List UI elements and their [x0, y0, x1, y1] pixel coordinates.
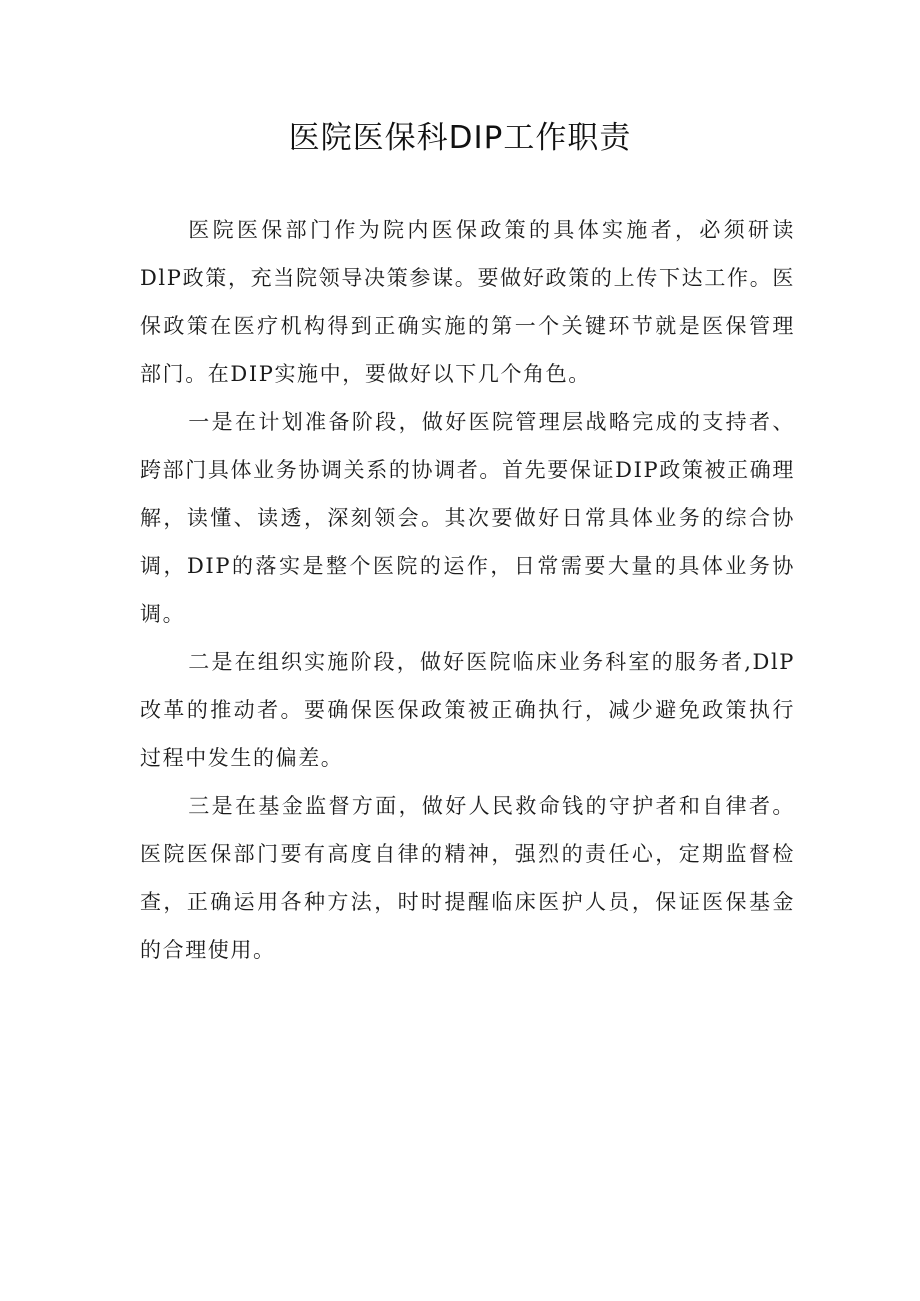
document-body: [140, 206, 795, 974]
paragraph-planning-stage: 一是在计划准备阶段，做好医院管理层战略完成的支持者、跨部门具体业务协调关系的协调者。首先要保证DIP政策被正确理解，读懂、读透，深刻领会。其次要做好日常具体业务的综合协调，DIP的落实是整个医院的运作，日常需要大量的具体业务协调。: [140, 410, 795, 626]
paragraph-intro: 医院医保部门作为院内医保政策的具体实施者，必须研读DlP政策，充当院领导决策参谋。要做好政策的上传下达工作。医保政策在医疗机构得到正确实施的第一个关键环节就是医保管理部门。在DIP实施中，要做好以下几个角色。: [140, 218, 795, 386]
paragraph-fund-supervision: 三是在基金监督方面，做好人民救命钱的守护者和自律者。医院医保部门要有高度自律的精神，强烈的责任心，定期监督检查，正确运用各种方法，时时提醒临床医护人员，保证医保基金的合理使用。: [140, 794, 795, 962]
paragraph-implementation-stage: 二是在组织实施阶段，做好医院临床业务科室的服务者,DlP改革的推动者。要确保医保政策被正确执行，减少避免政策执行过程中发生的偏差。: [140, 650, 795, 770]
document-title: 医院医保科DIP工作职责: [288, 120, 632, 156]
